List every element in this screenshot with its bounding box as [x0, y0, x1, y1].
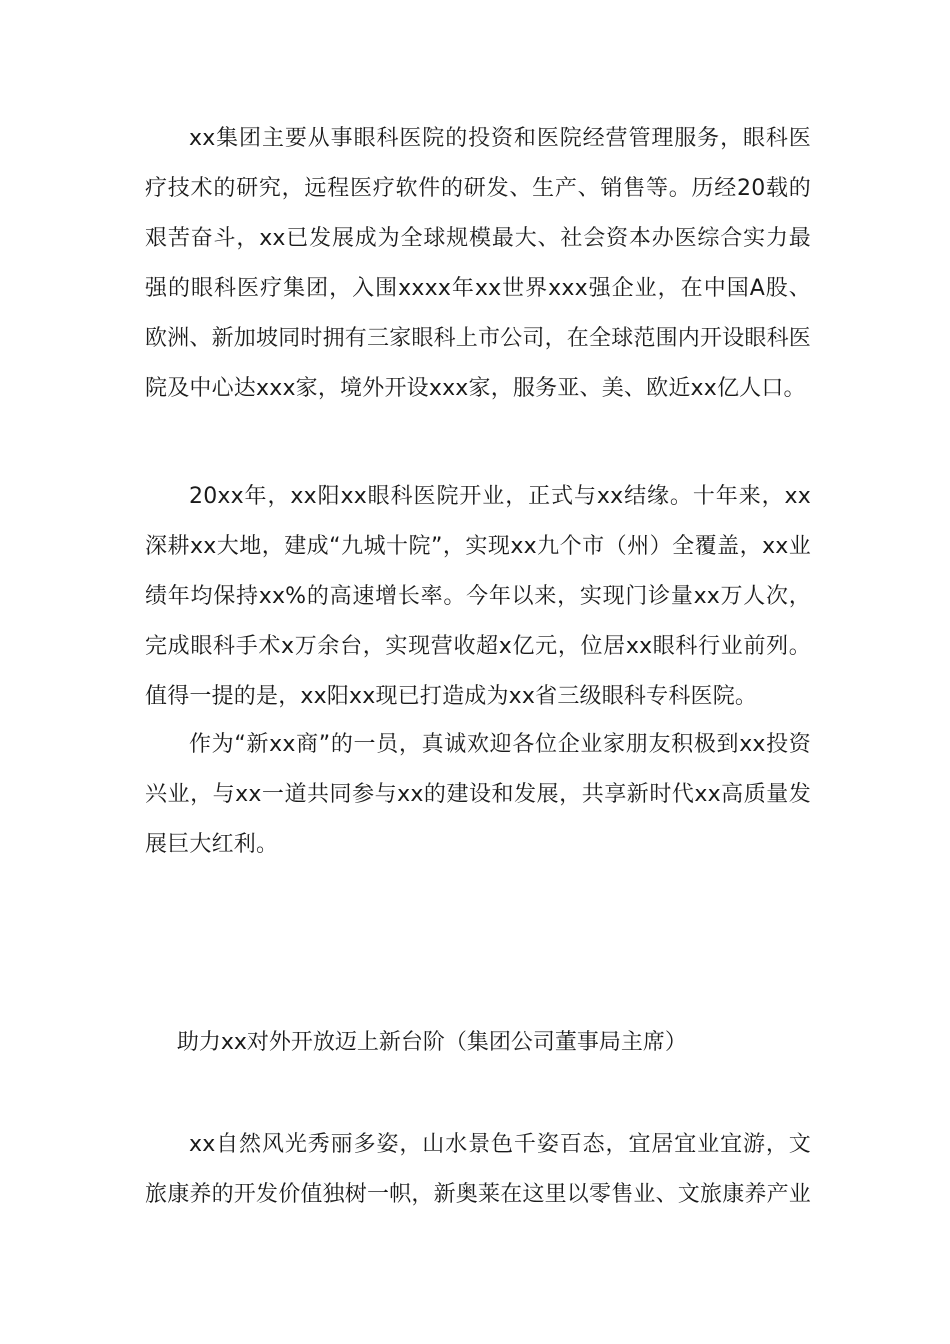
section-heading: 助力xx对外开放迈上新台阶（集团公司董事局主席）: [176, 1030, 687, 1055]
paragraph-tourism: xx自然风光秀丽多姿，山水景色千姿百态，宜居宜业宜游，文旅康养的开发价值独树一帜，新奥莱在这里以零售业、文旅康养产业: [145, 1132, 812, 1207]
paragraph-local-development: 20xx年，xx阳xx眼科医院开业，正式与xx结缘。十年来，xx深耕xx大地，建成“九城十院”，实现xx九个市（州）全覆盖，xx业绩年均保持xx%的高速增长率。今年以来，实现门诊量xx万人次，完成眼科手术x万余台，实现营收超x亿元，位居xx眼科行业前列。值得一提的是，xx阳xx现已打造成为xx省三级眼科专科医院。: [145, 484, 811, 709]
paragraph-invitation: 作为“新xx商”的一员，真诚欢迎各位企业家朋友积极到xx投资兴业，与xx一道共同参与xx的建设和发展，共享新时代xx高质量发展巨大红利。: [145, 732, 811, 857]
paragraph-group-intro: xx集团主要从事眼科医院的投资和医院经营管理服务，眼科医疗技术的研究，远程医疗软件的研发、生产、销售等。历经20载的艰苦奋斗，xx已发展成为全球规模最大、社会资本办医综合实力最强的眼科医疗集团，入围xxxx年xx世界xxx强企业，在中国A股、欧洲、新加坡同时拥有三家眼科上市公司，在全球范围内开设眼科医院及中心达xxx家，境外开设xxx家，服务亚、美、欧近xx亿人口。: [145, 126, 812, 401]
